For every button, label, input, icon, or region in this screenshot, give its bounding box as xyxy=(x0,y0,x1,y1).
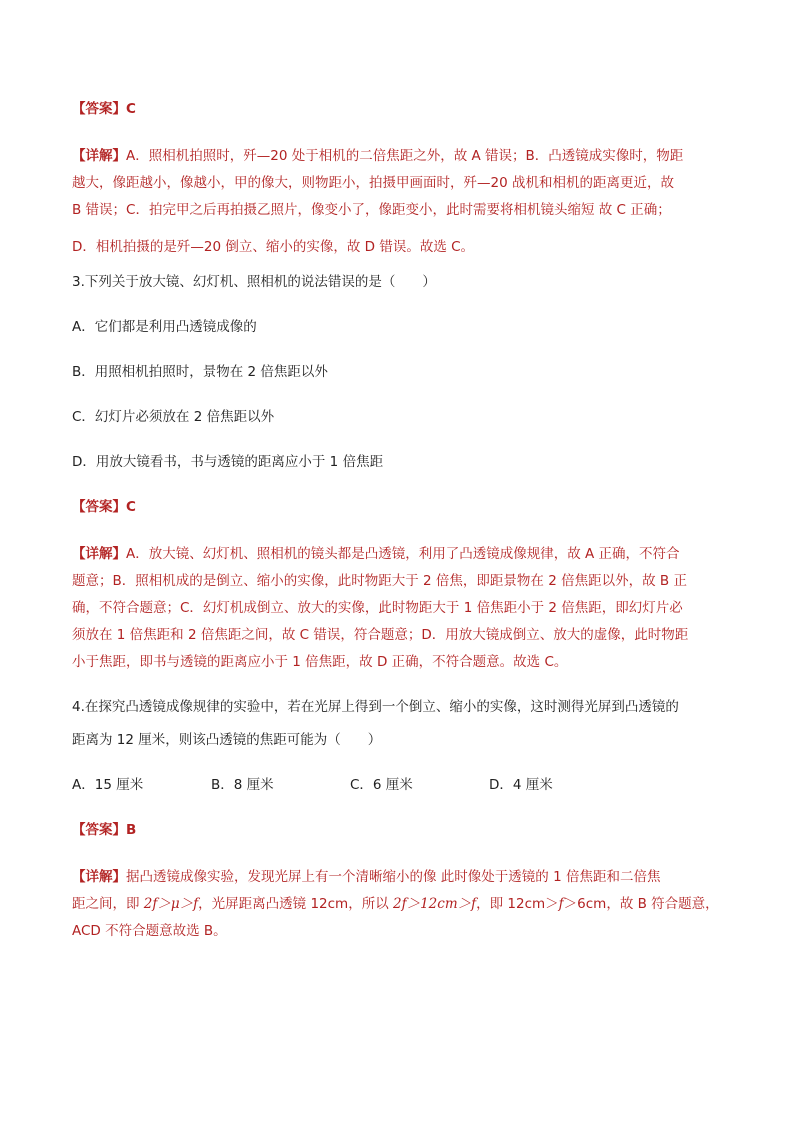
answer-value: C xyxy=(126,101,136,117)
question-4-stem: 4.在探究凸透镜成像规律的实验中，若在光屏上得到一个倒立、缩小的实像，这时测得光屏到凸透镜的 xyxy=(72,699,679,715)
detail-line: 题意；B．照相机成的是倒立、缩小的实像，此时物距大于 2 倍焦，即距景物在 2 倍焦距以外，故 B 正 xyxy=(72,573,687,589)
document-page xyxy=(72,96,724,945)
question-3-option-a: A．它们都是利用凸透镜成像的 xyxy=(72,319,257,335)
question-3-stem: 3.下列关于放大镜、幻灯机、照相机的说法错误的是（ ） xyxy=(72,274,436,290)
detail-line: ACD 不符合题意故选 B。 xyxy=(72,923,227,939)
detail-line: B 错误；C．拍完甲之后再拍摄乙照片，像变小了，像距变小，此时需要将相机镜头缩短 故 C 正确； xyxy=(72,202,671,218)
detail-line: 小于焦距，即书与透镜的距离应小于 1 倍焦距，故 D 正确，不符合题意。故选 C。 xyxy=(72,654,568,670)
detail-line: 距之间，即 2f＞μ＞f，光屏距离凸透镜 12cm，所以 2f＞12cm＞f，即 12cm＞f＞6cm，故 B 符合题意， xyxy=(72,896,719,912)
question-3-option-d: D．用放大镜看书，书与透镜的距离应小于 1 倍焦距 xyxy=(72,454,384,470)
answer-tag: 【答案】 xyxy=(72,499,126,515)
question-4-option-b: B．8 厘米 xyxy=(211,777,274,793)
question-4-option-a: A．15 厘米 xyxy=(72,777,144,793)
detail-tag: 【详解】 xyxy=(72,148,126,164)
question-4-option-d: D．4 厘米 xyxy=(489,777,553,793)
detail-line: 须放在 1 倍焦距和 2 倍焦距之间，故 C 错误，符合题意；D．用放大镜成倒立、放大的虚像，此时物距 xyxy=(72,627,689,643)
detail-line: 【详解】A．放大镜、幻灯机、照相机的镜头都是凸透镜，利用了凸透镜成像规律，故 A 正确，不符合 xyxy=(72,546,680,562)
question-3-option-c: C．幻灯片必须放在 2 倍焦距以外 xyxy=(72,409,275,425)
detail-q4 xyxy=(72,864,724,945)
detail-q2 xyxy=(72,143,724,261)
detail-line: D．相机拍摄的是歼—20 倒立、缩小的实像，故 D 错误。故选 C。 xyxy=(72,239,475,255)
answer-value: B xyxy=(126,822,137,838)
answer-tag: 【答案】 xyxy=(72,101,126,117)
answer-line-q3 xyxy=(72,494,724,521)
formula: 2f＞12cm＞f xyxy=(393,896,477,912)
question-3-option-b: B．用照相机拍照时，景物在 2 倍焦距以外 xyxy=(72,364,328,380)
detail-line: 【详解】A．照相机拍照时，歼—20 处于相机的二倍焦距之外，故 A 错误；B．凸透镜成实像时，物距 xyxy=(72,148,684,164)
answer-value: C xyxy=(126,499,136,515)
formula: f xyxy=(558,896,564,912)
detail-line: 【详解】据凸透镜成像实验，发现光屏上有一个清晰缩小的像 此时像处于透镜的 1 倍焦距和二倍焦 xyxy=(72,869,661,885)
answer-line-q4 xyxy=(72,817,724,844)
question-4-option-c: C．6 厘米 xyxy=(350,777,413,793)
question-4-options xyxy=(72,772,724,799)
answer-line-q2 xyxy=(72,96,724,123)
detail-line: 越大，像距越小，像越小，甲的像大，则物距小，拍摄甲画面时，歼—20 战机和相机的距离更近，故 xyxy=(72,175,674,191)
detail-q3 xyxy=(72,541,724,676)
detail-tag: 【详解】 xyxy=(72,546,126,562)
detail-tag: 【详解】 xyxy=(72,869,126,885)
formula: 2f＞μ＞f xyxy=(143,896,199,912)
answer-tag: 【答案】 xyxy=(72,822,126,838)
detail-line: 确，不符合题意；C．幻灯机成倒立、放大的实像，此时物距大于 1 倍焦距小于 2 倍焦距，即幻灯片必 xyxy=(72,600,683,616)
question-4-stem: 距离为 12 厘米，则该凸透镜的焦距可能为（ ） xyxy=(72,732,382,748)
